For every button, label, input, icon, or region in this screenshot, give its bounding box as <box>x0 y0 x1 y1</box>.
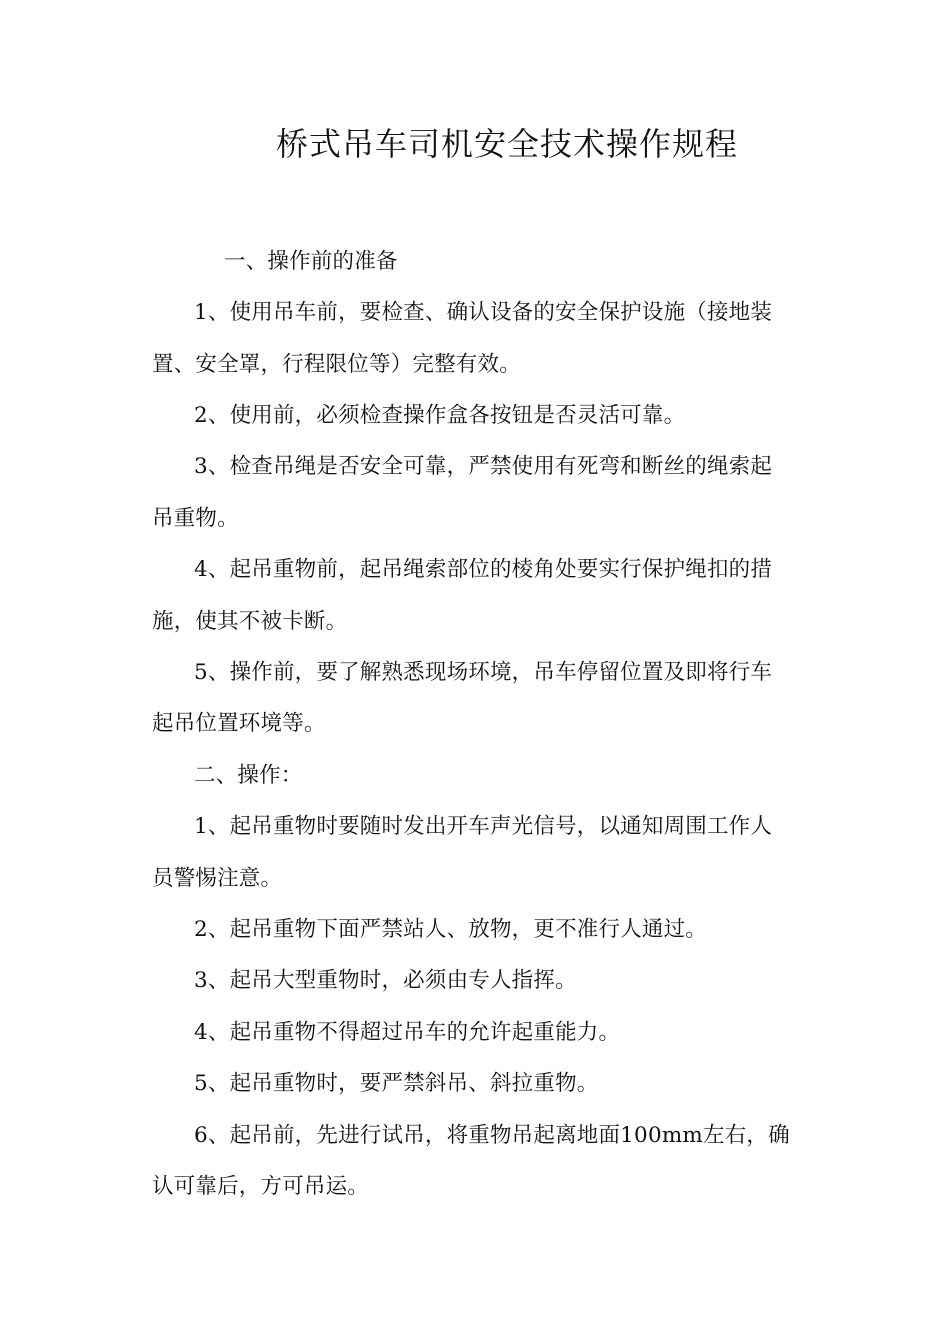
section-heading-preparation: 一、操作前的准备 <box>224 249 398 274</box>
paragraph-line: 5、操作前，要了解熟悉现场环境，吊车停留位置及即将行车 <box>194 660 773 685</box>
paragraph-line: 1、使用吊车前，要检查、确认设备的安全保护设施（接地装 <box>194 300 773 325</box>
paragraph-line: 施，使其不被卡断。 <box>152 609 348 634</box>
paragraph-line: 吊重物。 <box>152 506 239 531</box>
paragraph-line: 2、使用前，必须检查操作盒各按钮是否灵活可靠。 <box>194 403 686 428</box>
paragraph-line: 4、起吊重物不得超过吊车的允许起重能力。 <box>194 1020 621 1045</box>
page-title: 桥式吊车司机安全技术操作规程 <box>275 125 738 163</box>
paragraph-line: 置、安全罩，行程限位等）完整有效。 <box>152 352 521 377</box>
paragraph-line: 员警惕注意。 <box>152 866 283 891</box>
paragraph-line: 3、起吊大型重物时，必须由专人指挥。 <box>194 968 577 993</box>
paragraph-line: 3、检查吊绳是否安全可靠，严禁使用有死弯和断丝的绳索起 <box>194 454 773 479</box>
paragraph-line: 4、起吊重物前，起吊绳索部位的棱角处要实行保护绳扣的措 <box>194 557 773 582</box>
paragraph-line: 起吊位置环境等。 <box>152 711 326 736</box>
paragraph-line: 1、起吊重物时要随时发出开车声光信号，以通知周围工作人 <box>194 814 773 839</box>
paragraph-line: 2、起吊重物下面严禁站人、放物，更不准行人通过。 <box>194 917 707 942</box>
paragraph-line: 5、起吊重物时，要严禁斜吊、斜拉重物。 <box>194 1071 599 1096</box>
section-heading-operation: 二、操作： <box>194 763 303 788</box>
paragraph-line: 认可靠后，方可吊运。 <box>152 1174 370 1199</box>
paragraph-line: 6、起吊前，先进行试吊，将重物吊起离地面100mm左右，确 <box>194 1123 790 1148</box>
